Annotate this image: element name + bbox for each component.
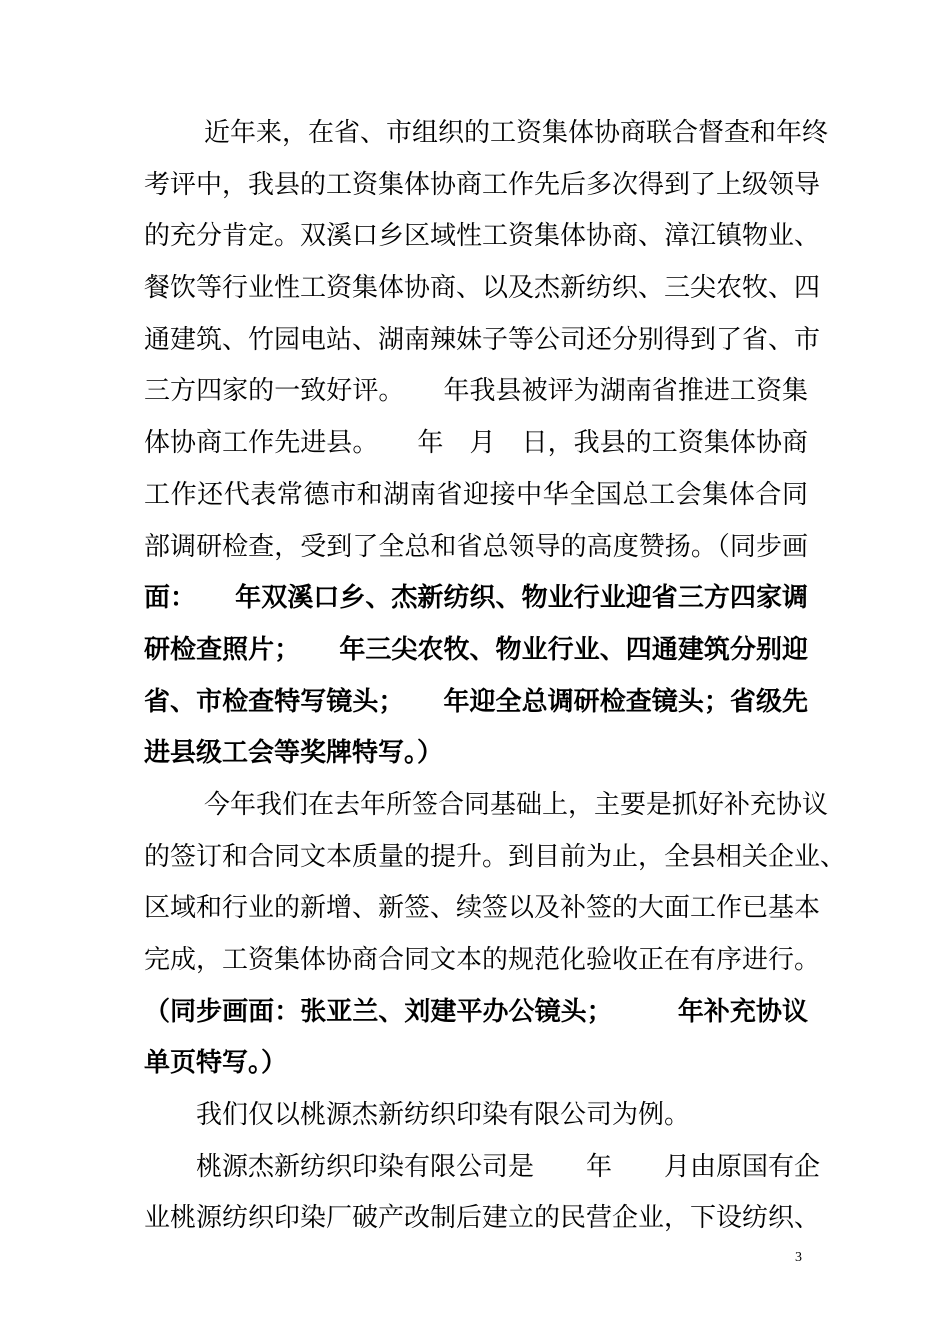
paragraph-line: 的签订和合同文本质量的提升。到目前为止，全县相关企业、 (144, 841, 847, 872)
paragraph-line: 省、市检查特写镜头； 年迎全总调研检查镜头；省级先 (144, 686, 808, 717)
paragraph-line: 餐饮等行业性工资集体协商、以及杰新纺织、三尖农牧、四 (144, 273, 821, 304)
paragraph-line: 进县级工会等奖牌特写。） (144, 738, 444, 769)
paragraph-line: 的充分肯定。双溪口乡区域性工资集体协商、漳江镇物业、 (144, 221, 821, 252)
paragraph-line: 完成，工资集体协商合同文本的规范化验收正在有序进行。 (144, 945, 821, 975)
paragraph-line: 体协商工作先进县。 年 月 日，我县的工资集体协商 (144, 428, 808, 459)
paragraph-line: 今年我们在去年所签合同基础上，主要是抓好补充协议 (204, 789, 829, 820)
paragraph-line: 面： 年双溪口乡、杰新纺织、物业行业迎省三方四家调 (144, 583, 808, 614)
paragraph-line: 三方四家的一致好评。 年我县被评为湖南省推进工资集 (144, 376, 808, 407)
paragraph-line: 考评中，我县的工资集体协商工作先后多次得到了上级领导 (144, 169, 821, 200)
paragraph-line: 桃源杰新纺织印染有限公司是 年 月由原国有企 (196, 1151, 821, 1182)
paragraph-line: 单页特写。） (144, 1048, 288, 1079)
paragraph-line: 研检查照片； 年三尖农牧、物业行业、四通建筑分别迎 (144, 634, 808, 665)
paragraph-line: 业桃源纺织印染厂破产改制后建立的民营企业，下设纺织、 (144, 1203, 821, 1234)
paragraph-line: （同步画面：张亚兰、刘建平办公镜头； 年补充协议 (144, 996, 808, 1027)
paragraph-line: 近年来，在省、市组织的工资集体协商联合督查和年终 (204, 118, 829, 148)
paragraph-line: 我们仅以桃源杰新纺织印染有限公司为例。 (196, 1100, 691, 1131)
body-text (144, 108, 847, 1245)
paragraph-line: 工作还代表常德市和湖南省迎接中华全国总工会集体合同 (144, 479, 808, 510)
paragraph-line: 区域和行业的新增、新签、续签以及补签的大面工作已基本 (144, 893, 821, 924)
page-number: 3 (795, 1250, 802, 1265)
paragraph-line: 部调研检查，受到了全总和省总领导的高度赞扬。（同步画 (144, 531, 808, 562)
paragraph-line: 通建筑、竹园电站、湖南辣妹子等公司还分别得到了省、市 (144, 324, 821, 355)
